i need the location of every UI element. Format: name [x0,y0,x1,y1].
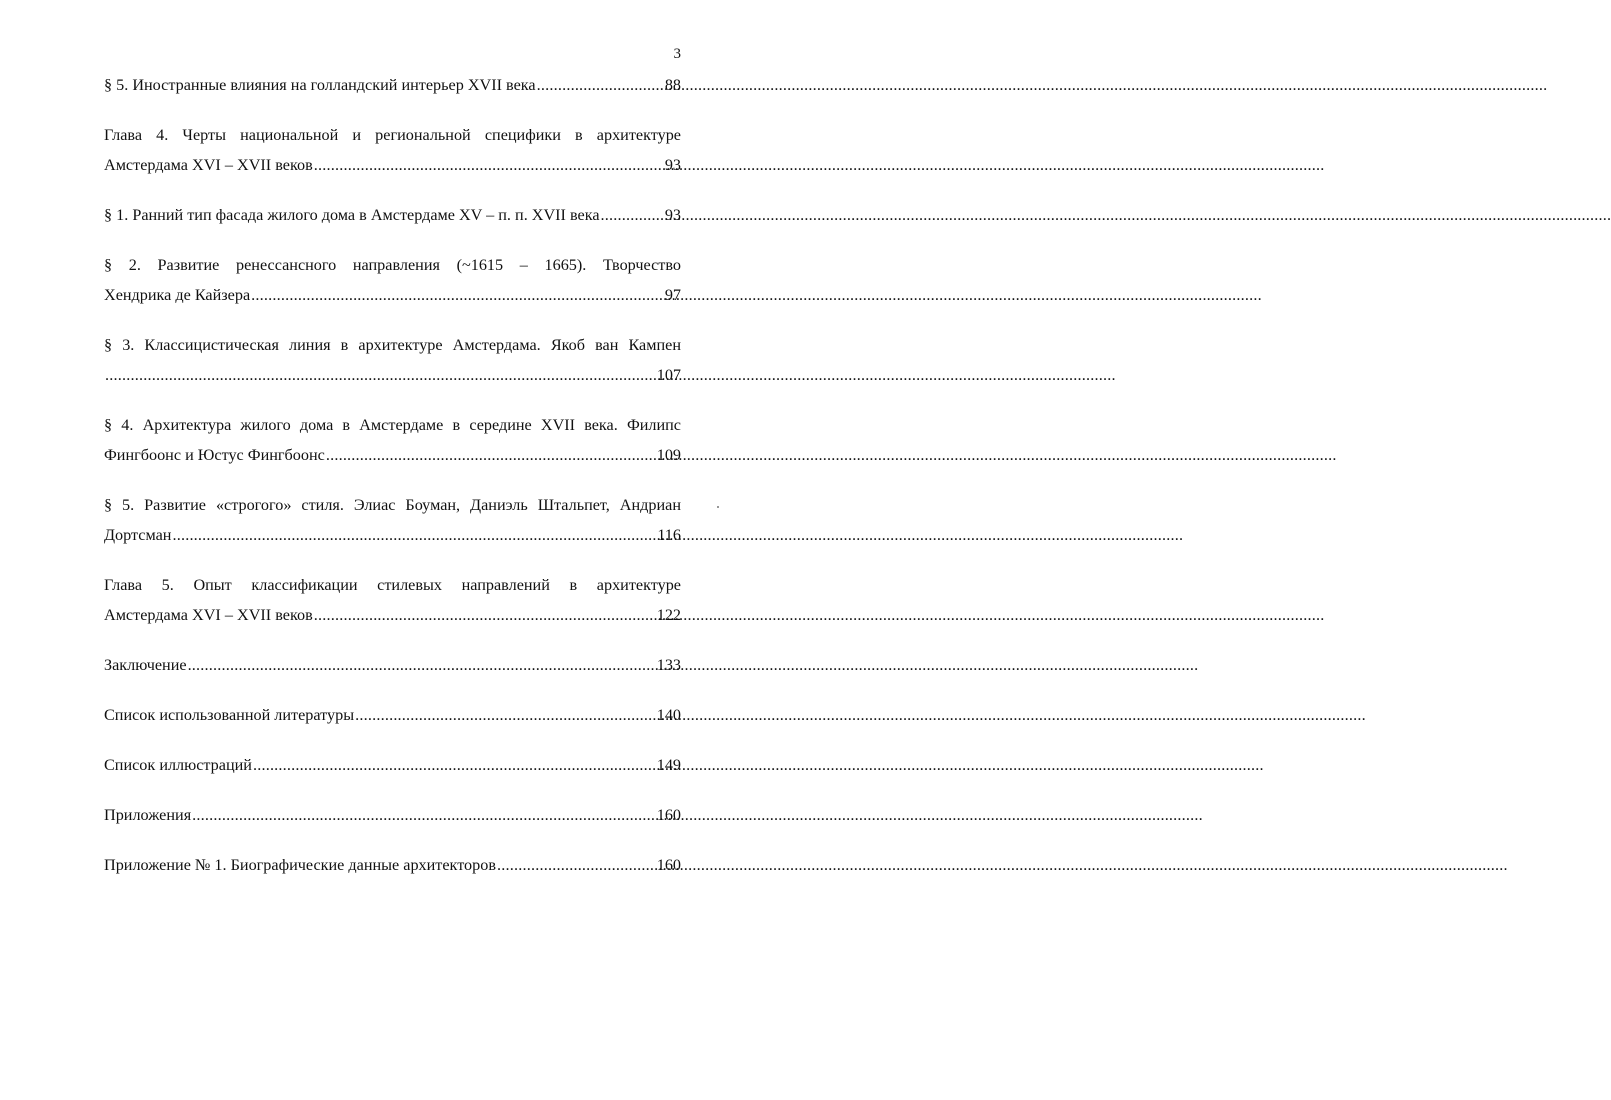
dot-leader [314,600,656,630]
toc-entry-page: 93 [664,156,681,174]
toc-entry [104,410,681,470]
toc-entry-title-line-1: § 4. Архитектура жилого дома в Амстердаме в середине XVII века. Филипс [104,416,681,434]
toc-entry [104,200,681,230]
page-number: 3 [673,46,681,62]
toc-entry [104,570,681,630]
toc-entry [104,250,681,310]
toc-entry-page: 88 [664,76,681,94]
toc-entry-page: 97 [664,286,681,304]
toc-entry-page: 107 [656,366,681,384]
dot-leader [601,200,664,230]
toc-entry [104,120,681,180]
toc-entry [104,490,681,550]
dot-leader [172,520,656,550]
dot-leader [355,700,656,730]
dot-leader [105,360,656,390]
toc-entry-title-line-1: § 3. Классицистическая линия в архитектуре Амстердама. Якоб ван Кампен [104,336,681,354]
dot-leader [497,850,656,880]
toc-entry-page: 93 [664,206,681,224]
dot-leader [188,650,656,680]
toc-entry [104,800,681,830]
dot-leader [253,750,656,780]
toc-entry-title-line-1: § 5. Развитие «строгого» стиля. Элиас Боуман, Даниэль Штальпет, Андриан [104,496,681,514]
toc-entry-title: Список иллюстраций [104,756,252,774]
dot-leader [537,70,664,100]
toc-entry-title-line-2: Дортсман [104,526,172,544]
toc-entry-title: Приложение № 1. Биографические данные архитекторов [104,856,496,874]
toc-entry-title: Приложения [104,806,192,824]
toc-entry-page: 133 [656,656,681,674]
toc-entry-title: Список использованной литературы [104,706,355,724]
dot-leader [251,280,664,310]
toc-entry-page: 140 [656,706,681,724]
toc-entry [104,650,681,680]
toc-entry [104,700,681,730]
dot-leader [192,800,656,830]
toc-entry-title-line-1: § 2. Развитие ренессансного направления (~1615 – 1665). Творчество [104,256,681,274]
toc-entry-title-line-1: Глава 5. Опыт классификации стилевых направлений в архитектуре [104,576,681,594]
toc-entry-page: 160 [656,856,681,874]
toc-entry-title-line-2: Амстердама XVI – XVII веков [104,156,313,174]
toc-entry [104,850,681,880]
toc-entry-title-line-2: Фингбоонс и Юстус Фингбоонс [104,446,325,464]
toc-entry-page: 149 [656,756,681,774]
toc-entry-title: Заключение [104,656,187,674]
toc-entry-title-line-2: Амстердама XVI – XVII веков [104,606,313,624]
scan-speck [717,506,719,508]
toc-entry-page: 109 [656,446,681,464]
toc-entry-title-line-1: Глава 4. Черты национальной и региональной специфики в архитектуре [104,126,681,144]
toc-entry [104,750,681,780]
table-of-contents [104,70,681,900]
dot-leader [326,440,656,470]
toc-entry [104,70,681,100]
toc-entry-title: § 5. Иностранные влияния на голландский интерьер XVII века [104,76,536,94]
toc-entry-title: § 1. Ранний тип фасада жилого дома в Амстердаме XV – п. п. XVII века [104,206,600,224]
toc-entry-title-line-2: Хендрика де Кайзера [104,286,251,304]
dot-leader [314,150,664,180]
toc-entry-page: 160 [656,806,681,824]
toc-entry-page: 116 [657,526,681,544]
toc-entry [104,330,681,390]
toc-entry-page: 122 [656,606,681,624]
